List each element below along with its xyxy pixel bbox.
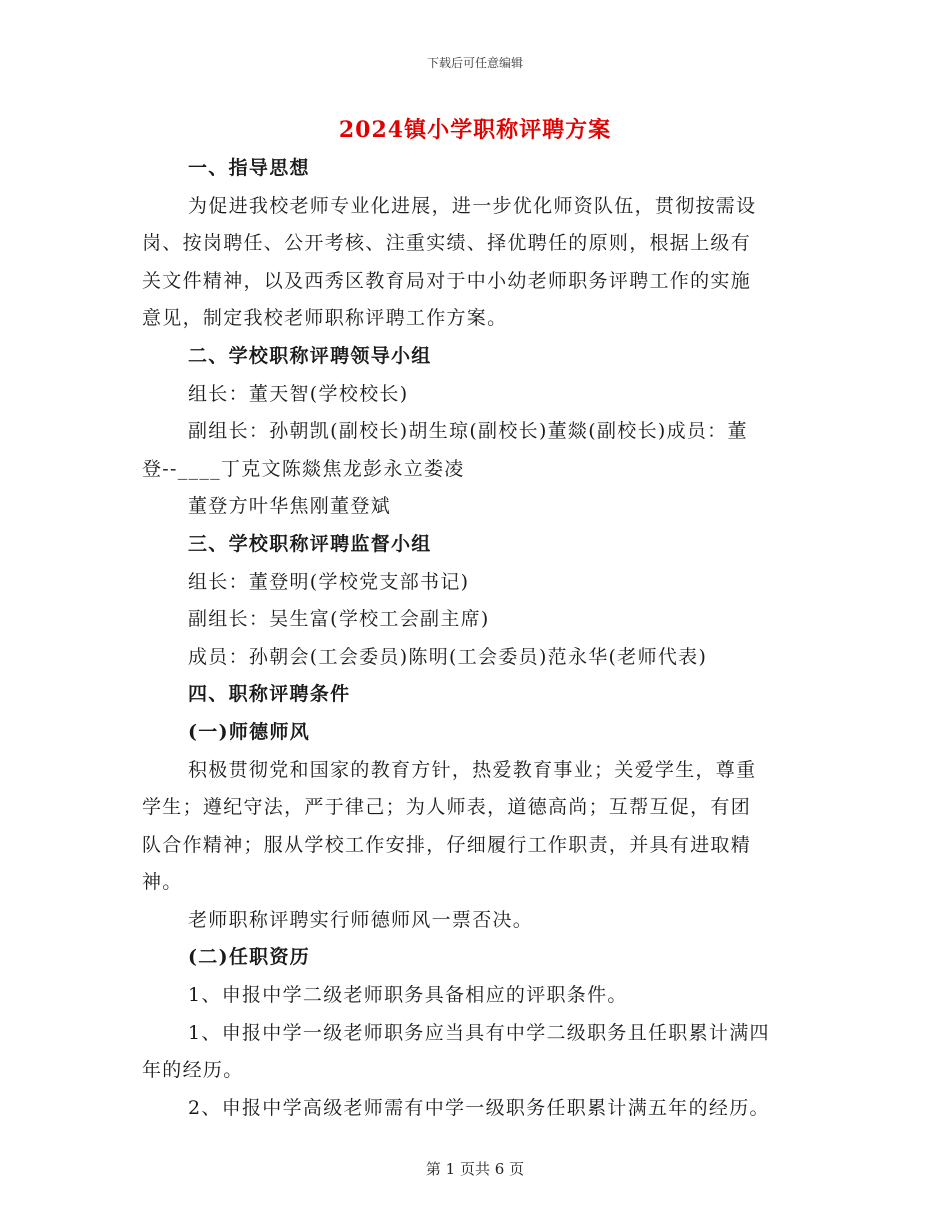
paragraph-line: 岗、按岗聘任、公开考核、注重实绩、择优聘任的原则，根据上级有	[142, 232, 752, 255]
paragraph-line: 2、申报中学高级老师需有中学一级职务任职累计满五年的经历。	[188, 1096, 770, 1119]
paragraph-line: 1、申报中学二级老师职务具备相应的评职条件。	[188, 984, 628, 1007]
section-heading: 二、学校职称评聘领导小组	[188, 344, 432, 367]
paragraph-line: 老师职称评聘实行师德师风一票否决。	[188, 908, 534, 931]
paragraph-line: 学生；遵纪守法，严于律己；为人师表，道德高尚；互帮互促，有团	[142, 796, 752, 819]
paragraph-line: 成员：孙朝会(工会委员)陈明(工会委员)范永华(老师代表)	[188, 645, 708, 668]
header-note: 下载后可任意编辑	[426, 56, 523, 70]
paragraph-line: 董登方叶华焦刚董登斌	[188, 495, 392, 518]
section-heading: 三、学校职称评聘监督小组	[188, 532, 432, 555]
document-body	[142, 150, 802, 1127]
paragraph-line: 队合作精神；服从学校工作安排，仔细履行工作职责，并具有进取精	[142, 833, 752, 856]
paragraph-line: 积极贯彻党和国家的教育方针，热爱教育事业；关爱学生，尊重	[188, 758, 757, 781]
section-heading: (二)任职资历	[188, 946, 311, 969]
paragraph-line: 年的经历。	[142, 1059, 244, 1082]
paragraph-line: 神。	[142, 871, 183, 894]
section-heading: 一、指导思想	[188, 157, 310, 179]
document-title: 2024镇小学职称评聘方案	[338, 117, 612, 143]
paragraph-line: 组长：董登明(学校党支部书记)	[188, 570, 470, 593]
section-heading: (一)师德师风	[188, 720, 311, 743]
paragraph-line: 为促进我校老师专业化进展，进一步优化师资队伍，贯彻按需设	[188, 194, 757, 217]
paragraph-line: 登--____丁克文陈燚焦龙彭永立娄凌	[142, 457, 465, 480]
page-footer: 第 1 页共 6 页	[425, 1160, 525, 1178]
paragraph-line: 1、申报中学一级老师职务应当具有中学二级职务且任职累计满四	[188, 1021, 770, 1044]
paragraph-line: 副组长：孙朝凯(副校长)胡生琼(副校长)董燚(副校长)成员：董	[188, 420, 748, 443]
paragraph-line: 副组长：吴生富(学校工会副主席)	[188, 608, 490, 631]
paragraph-line: 意见，制定我校老师职称评聘工作方案。	[142, 307, 508, 330]
section-heading: 四、职称评聘条件	[188, 683, 351, 706]
paragraph-line: 关文件精神，以及西秀区教育局对于中小幼老师职务评聘工作的实施	[142, 269, 752, 292]
paragraph-line: 组长：董天智(学校校长)	[188, 382, 409, 405]
